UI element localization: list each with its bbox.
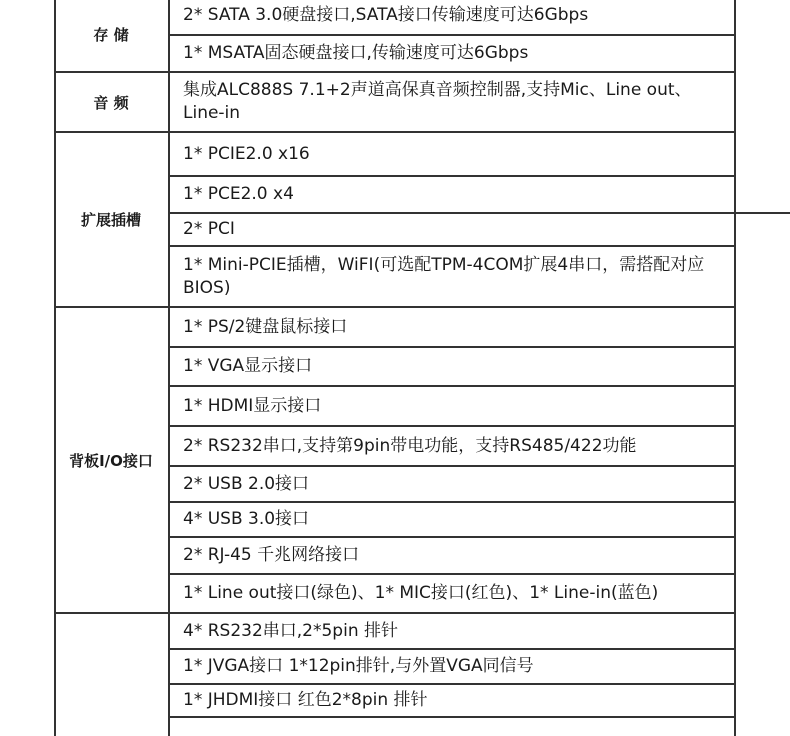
category-expansion-slots: 扩展插槽 bbox=[80, 211, 141, 229]
spec-row: 1* JHDMI接口 红色2*8pin 排针 bbox=[183, 690, 428, 710]
spec-row: 1* VGA显示接口 bbox=[183, 356, 313, 376]
spec-row: 1* PS/2键盘鼠标接口 bbox=[183, 316, 348, 337]
spec-row: 1* JVGA接口 1*12pin排针,与外置VGA同信号 bbox=[183, 656, 534, 676]
spec-row: 2* PCI bbox=[183, 219, 235, 239]
spec-row: 2* SATA 3.0硬盘接口,SATA接口传输速度可达6Gbps bbox=[183, 5, 589, 25]
spec-row: 2* RS232串口,支持第9pin带电功能，支持RS485/422功能 bbox=[183, 435, 637, 456]
spec-row: 1* HDMI显示接口 bbox=[183, 395, 322, 416]
section-divider bbox=[54, 131, 735, 133]
category-rear-io: 背板I/O接口 bbox=[69, 451, 153, 470]
category-audio: 音 频 bbox=[93, 93, 129, 112]
spec-row: 1* PCE2.0 x4 bbox=[183, 184, 294, 204]
row-divider bbox=[168, 425, 735, 427]
spec-row: 1* MSATA固态硬盘接口,传输速度可达6Gbps bbox=[183, 43, 529, 63]
row-divider bbox=[168, 175, 735, 177]
row-divider bbox=[168, 573, 735, 575]
row-divider bbox=[168, 648, 735, 650]
category-internal bbox=[54, 613, 168, 736]
spec-row: 1* Line out接口(绿色)、1* MIC接口(红色)、1* Line-in(蓝色) bbox=[183, 583, 659, 603]
row-divider bbox=[168, 536, 735, 538]
category-storage: 存 储 bbox=[93, 25, 129, 44]
spec-row: 4* RS232串口,2*5pin 排针 bbox=[183, 620, 398, 641]
spec-row: 2* RJ-45 千兆网络接口 bbox=[183, 545, 360, 565]
row-divider bbox=[168, 212, 735, 214]
spec-row: 4* USB 3.0接口 bbox=[183, 509, 310, 529]
section-divider bbox=[54, 612, 735, 614]
spec-row: 1* Mini-PCIE插槽，WiFI(可选配TPM-4COM扩展4串口，需搭配对应BIOS) bbox=[183, 254, 705, 298]
row-divider bbox=[168, 346, 735, 348]
spec-row: 2* USB 2.0接口 bbox=[183, 473, 310, 494]
table-border-left bbox=[54, 0, 56, 736]
row-divider bbox=[168, 683, 735, 685]
row-divider bbox=[168, 385, 735, 387]
row-divider bbox=[168, 465, 735, 467]
spec-row: 1* PCIE2.0 x16 bbox=[183, 143, 310, 164]
section-divider bbox=[54, 71, 735, 73]
row-divider bbox=[168, 245, 735, 247]
spec-row: 集成ALC888S 7.1+2声道高保真音频控制器,支持Mic、Line out、Line-in bbox=[183, 80, 692, 123]
table-column-divider bbox=[168, 0, 170, 736]
section-divider bbox=[54, 306, 735, 308]
table-border-right bbox=[734, 0, 736, 736]
row-divider bbox=[168, 34, 735, 36]
decorative-line bbox=[735, 212, 790, 214]
row-divider bbox=[168, 716, 735, 718]
spec-table bbox=[54, 0, 735, 736]
row-divider bbox=[168, 501, 735, 503]
